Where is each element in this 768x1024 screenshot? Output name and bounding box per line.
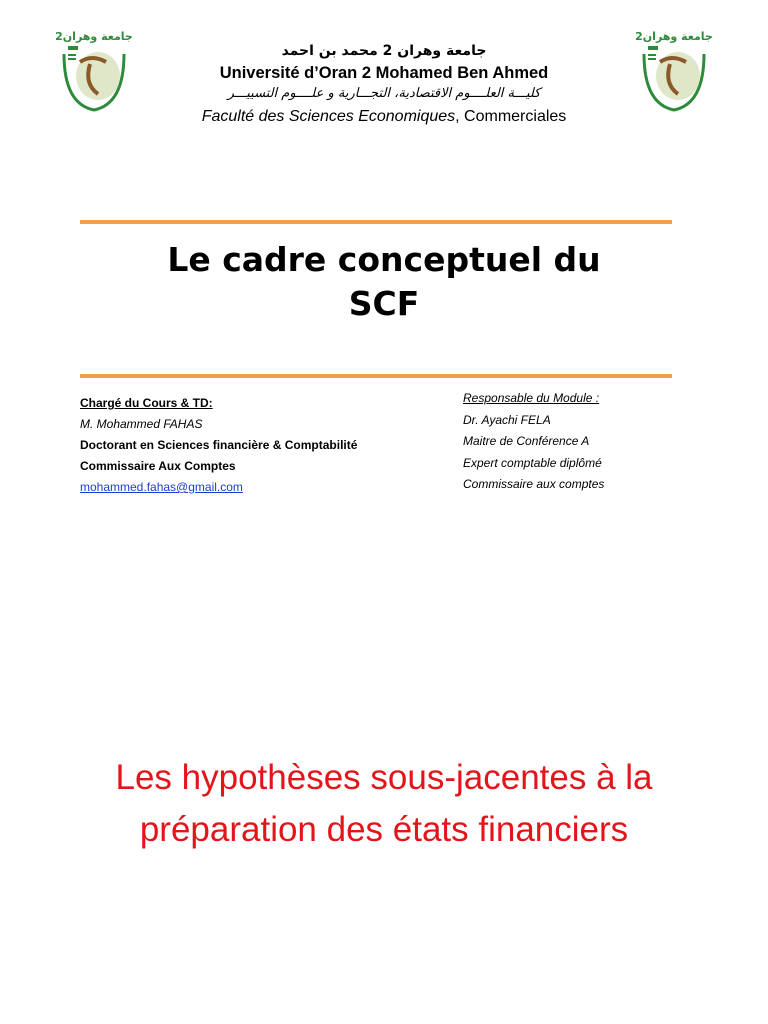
title-rule-bottom	[80, 374, 672, 378]
lecturer-role: Chargé du Cours & TD:	[80, 396, 213, 410]
title-line-1: Le cadre conceptuel du	[167, 240, 601, 279]
university-logo-right	[635, 24, 713, 112]
lecturer-email-link[interactable]: mohammed.fahas@gmail.com	[80, 480, 243, 494]
logo-arabic-text: جامعة وهران2	[635, 30, 713, 43]
title-rule-top	[80, 220, 672, 224]
university-name-arabic: جامعة وهران 2 محمد بن احمد	[281, 43, 487, 59]
module-head-info	[463, 388, 723, 496]
module-head-name: Dr. Ayachi FELA	[463, 412, 551, 427]
module-head-position: Commissaire aux comptes	[463, 477, 605, 491]
logo-arabic-text: جامعة وهران2	[55, 30, 133, 43]
document-title	[80, 238, 688, 326]
faculty-name-italic: Faculté des Sciences Economiques	[201, 108, 456, 125]
faculty-name-french	[120, 106, 648, 128]
faculty-name-rest: , Commerciales	[455, 108, 567, 125]
lecturer-position: Commissaire Aux Comptes	[80, 459, 236, 473]
university-seal-icon	[635, 24, 713, 112]
subtitle-line-1: Les hypothèses sous-jacentes à la	[115, 758, 653, 797]
title-line-2: SCF	[348, 284, 420, 323]
lecturer-title: Doctorant en Sciences financière & Comptabilité	[80, 438, 358, 452]
document-header	[120, 42, 648, 128]
lecturer-name: M. Mohammed FAHAS	[80, 417, 203, 431]
module-head-title: Maitre de Conférence A	[463, 434, 590, 448]
faculty-name-arabic: كليـــة العلــــوم الاقتصادية، التجـــارية و علــــوم التسييـــر	[227, 86, 541, 101]
module-head-role: Responsable du Module :	[463, 391, 600, 405]
document-subtitle	[40, 752, 728, 856]
lecturer-info	[80, 393, 420, 498]
module-head-qualification: Expert comptable diplômé	[463, 455, 602, 470]
university-name-french: Université d’Oran 2 Mohamed Ben Ahmed	[219, 64, 549, 82]
subtitle-line-2: préparation des états financiers	[139, 810, 629, 849]
